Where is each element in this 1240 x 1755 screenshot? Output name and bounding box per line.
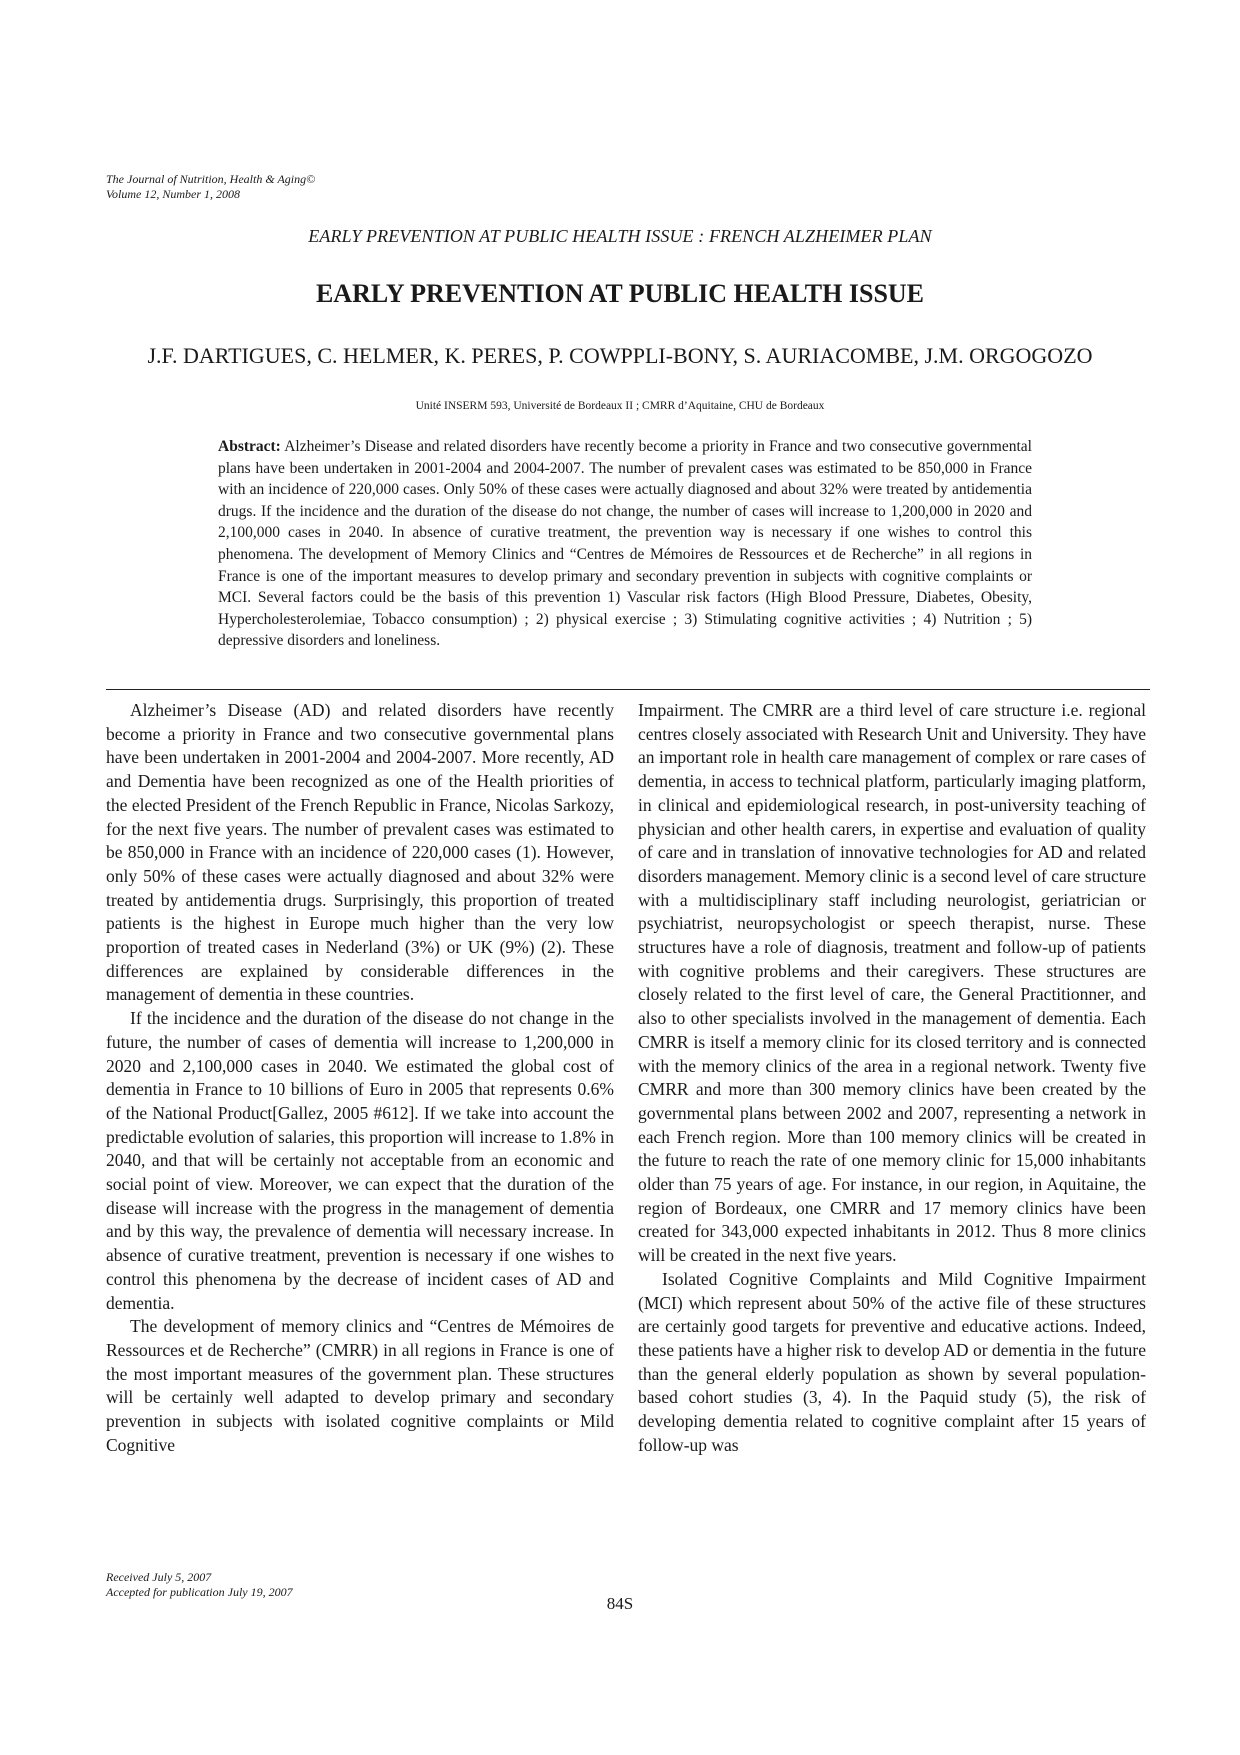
abstract <box>218 436 1032 652</box>
journal-volume: Volume 12, Number 1, 2008 <box>106 187 240 201</box>
body-paragraph: If the incidence and the duration of the disease do not change in the future, the number of cases of dementia will increase to 1,200,000 in 2020 and 2,100,000 cases in 2040. We estimated the global cost of dementia in France to 10 billions of Euro in 2005 that represents 0.6% of the National Product[Gallez, 2005 #612]. If we take into account the predictable evolution of salaries, this proportion will increase to 1.8% in 2040, and that will be certainly not acceptable from an economic and social point of view. Moreover, we can expect that the duration of the disease will increase with the progress in the management of dementia and by this way, the prevalence of dementia will necessary increase. In absence of curative treatment, prevention is necessary if one wishes to control this phenomena by the decrease of incident cases of AD and dementia. <box>106 1008 614 1313</box>
page-number: 84S <box>606 1594 634 1613</box>
accepted-date: Accepted for publication July 19, 2007 <box>106 1585 293 1599</box>
header-divider <box>106 689 1150 690</box>
abstract-text: Alzheimer’s Disease and related disorders have recently become a priority in France and two consecutive governmental plans have been undertaken in 2001-2004 and 2004-2007. The number of prevalent cases was estimated to be 850,000 in France with an incidence of 220,000 cases. Only 50% of these cases were actually diagnosed and about 32% were treated by antidementia drugs. If the incidence and the duration of the disease do not change, the number of cases will increase to 1,200,000 in 2020 and 2,100,000 cases in 2040. In absence of curative treatment, the prevention way is necessary if one wishes to control this phenomena. The development of Memory Clinics and “Centres de Mémoires de Ressources et de Recherche” in all regions in France is one of the important measures to develop primary and secondary prevention in subjects with cognitive complaints or MCI. Several factors could be the basis of this prevention 1) Vascular risk factors (High Blood Pressure, Diabetes, Obesity, Hypercholesterolemiae, Tobacco consumption) ; 2) physical exercise ; 3) Stimulating cognitive activities ; 4) Nutrition ; 5) depressive disorders and loneliness. <box>218 438 1032 650</box>
body-column-left <box>106 699 614 1458</box>
body-paragraph: Alzheimer’s Disease (AD) and related disorders have recently become a priority in France and two consecutive governmental plans have been undertaken in 2001-2004 and 2004-2007. More recently, AD and Dementia have been recognized as one of the Health priorities of the elected President of the French Republic in France, Nicolas Sarkozy, for the next five years. The number of prevalent cases was estimated to be 850,000 in France with an incidence of 220,000 cases (1). However, only 50% of these cases were actually diagnosed and about 32% were treated by antidementia drugs. Surprisingly, this proportion of treated patients is the highest in Europe much higher than the very low proportion of treated cases in Nederland (3%) or UK (9%) (2). These differences are explained by considerable differences in the management of dementia in these countries. <box>106 700 614 1005</box>
received-date: Received July 5, 2007 <box>106 1570 212 1584</box>
author-list: J.F. DARTIGUES, C. HELMER, K. PERES, P. COWPPLI-BONY, S. AURIACOMBE, J.M. ORGOGOZO <box>147 343 1093 368</box>
journal-name: The Journal of Nutrition, Health & Aging© <box>106 172 316 186</box>
body-column-right <box>638 699 1146 1458</box>
abstract-label: Abstract: <box>218 438 281 455</box>
section-heading: EARLY PREVENTION AT PUBLIC HEALTH ISSUE : FRENCH ALZHEIMER PLAN <box>308 226 932 246</box>
affiliation: Unité INSERM 593, Université de Bordeaux II ; CMRR d’Aquitaine, CHU de Bordeaux <box>415 400 825 412</box>
journal-header <box>106 172 315 202</box>
body-paragraph: Impairment. The CMRR are a third level of care structure i.e. regional centres closely associated with Research Unit and University. They have an important role in health care management of complex or rare cases of dementia, in access to technical platform, particularly imaging platform, in clinical and epidemiological research, in post-university teaching of physician and other health carers, in expertise and evaluation of quality of care and in translation of innovative technologies for AD and related disorders management. Memory clinic is a second level of care structure with a multidisciplinary staff including neurologist, geriatrician or psychiatrist, neuropsychologist or speech therapist, nurse. These structures have a role of diagnosis, treatment and follow-up of patients with cognitive problems and their caregivers. These structures are closely related to the first level of care, the General Practitionner, and also to other specialists involved in the management of dementia. Each CMRR is itself a memory clinic for its closed territory and is connected with the memory clinics of the area in a regional network. Twenty five CMRR and more than 300 memory clinics have been created by the governmental plans between 2002 and 2007, representing a network in each French region. More than 100 memory clinics will be created in the future to reach the rate of one memory clinic for 15,000 inhabitants older than 75 years of age. For instance, in our region, in Aquitaine, the region of Bordeaux, one CMRR and 17 memory clinics have been created for 343,000 expected inhabitants in 2012. Thus 8 more clinics will be created in the next five years. <box>638 700 1146 1266</box>
article-title: EARLY PREVENTION AT PUBLIC HEALTH ISSUE <box>315 279 925 308</box>
body-paragraph: The development of memory clinics and “Centres de Mémoires de Ressources et de Recherche” (CMRR) in all regions in France is one of the most important measures of the government plan. These structures will be certainly well adapted to develop primary and secondary prevention in subjects with isolated cognitive complaints or Mild Cognitive <box>106 1316 614 1455</box>
body-paragraph: Isolated Cognitive Complaints and Mild Cognitive Impairment (MCI) which represent about 50% of the active file of these structures are certainly good targets for preventive and educative actions. Indeed, these patients have a higher risk to develop AD or dementia in the future than the general elderly population as shown by several population-based cohort studies (3, 4). In the Paquid study (5), the risk of developing dementia related to cognitive complaint after 15 years of follow-up was <box>638 1268 1146 1455</box>
